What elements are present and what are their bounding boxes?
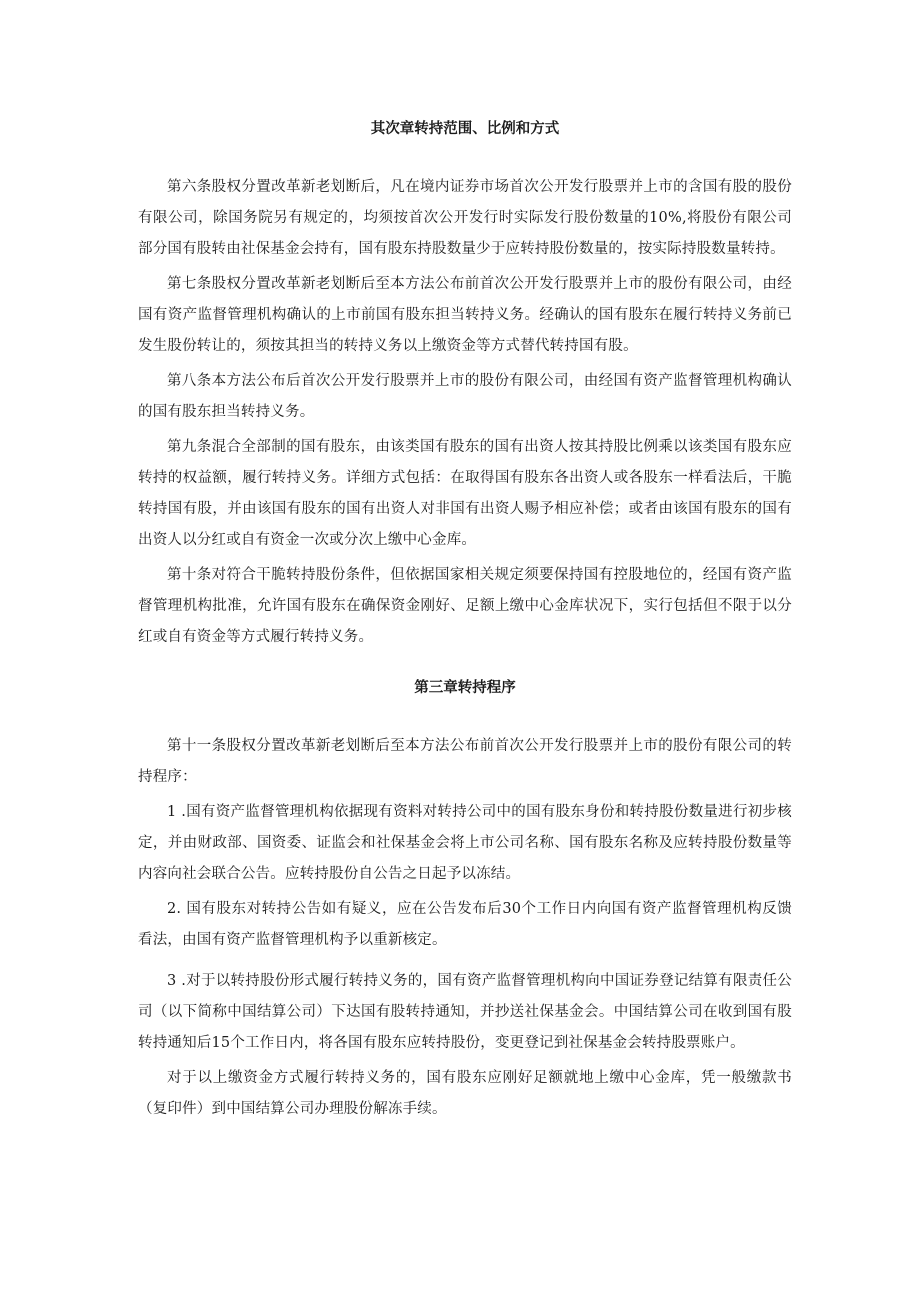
- chapter-3-title: 第三章转持程序: [414, 679, 516, 696]
- procedure-item-2: 2. 国有股东对转持公告如有疑义，应在公告发布后30个工作日内向国有资产监督管理机构反馈看法，由国有资产监督管理机构予以重新核定。: [138, 901, 792, 948]
- procedure-item-1: 1 .国有资产监督管理机构依据现有资料对转持公司中的国有股东身份和转持股份数量进行初步核定，并由财政部、国资委、证监会和社保基金会将上市公司名称、国有股东名称及应转持股份数量等内容向社会联合公告。应转持股份自公告之日起予以冻结。: [138, 804, 792, 882]
- article-8-paragraph: 第八条本方法公布后首次公开发行股票并上市的股份有限公司，由经国有资产监督管理机构确认的国有股东担当转持义务。: [138, 373, 792, 420]
- article-10-paragraph: 第十条对符合干脆转持股份条件，但依据国家相关规定须要保持国有控股地位的，经国有资产监督管理机构批准，允许国有股东在确保资金刚好、足额上缴中心金库状况下，实行包括但不限于以分红或自有资金等方式履行转持义务。: [138, 567, 792, 645]
- article-6-paragraph: 第六条股权分置改革新老划断后，凡在境内证券市场首次公开发行股票并上市的含国有股的股份有限公司，除国务院另有规定的，均须按首次公开发行时实际发行股份数量的10%,将股份有限公司部分国有股转由社保基金会持有，国有股东持股数量少于应转持股份数量的，按实际持股数量转持。: [138, 179, 792, 257]
- document-page: [138, 112, 792, 1129]
- article-11-paragraph: 第十一条股权分置改革新老划断后至本方法公布前首次公开发行股票并上市的股份有限公司的转持程序：: [138, 738, 792, 785]
- procedure-item-3: 3 .对于以转持股份形式履行转持义务的，国有资产监督管理机构向中国证券登记结算有限责任公司（以下简称中国结算公司）下达国有股转持通知，并抄送社保基金会。中国结算公司在收到国有股转持通知后15个工作日内，将各国有股东应转持股份，变更登记到社保基金会转持股票账户。: [138, 973, 792, 1051]
- funds-payment-paragraph: 对于以上缴资金方式履行转持义务的，国有股东应刚好足额就地上缴中心金库，凭一般缴款书（复印件）到中国结算公司办理股份解冻手续。: [138, 1070, 792, 1117]
- article-9-paragraph: 第九条混合全部制的国有股东，由该类国有股东的国有出资人按其持股比例乘以该类国有股东应转持的权益额，履行转持义务。详细方式包括：在取得国有股东各出资人或各股东一样看法后，干脆转持国有股，并由该国有股东的国有出资人对非国有出资人赐予相应补偿；或者由该国有股东的国有出资人以分红或自有资金一次或分次上缴中心金库。: [138, 439, 792, 548]
- chapter-2-title: 其次章转持范围、比例和方式: [370, 120, 560, 137]
- article-7-paragraph: 第七条股权分置改革新老划断后至本方法公布前首次公开发行股票并上市的股份有限公司，由经国有资产监督管理机构确认的上市前国有股东担当转持义务。经确认的国有股东在履行转持义务前已发生股份转让的，须按其担当的转持义务以上缴资金等方式替代转持国有股。: [138, 276, 792, 354]
